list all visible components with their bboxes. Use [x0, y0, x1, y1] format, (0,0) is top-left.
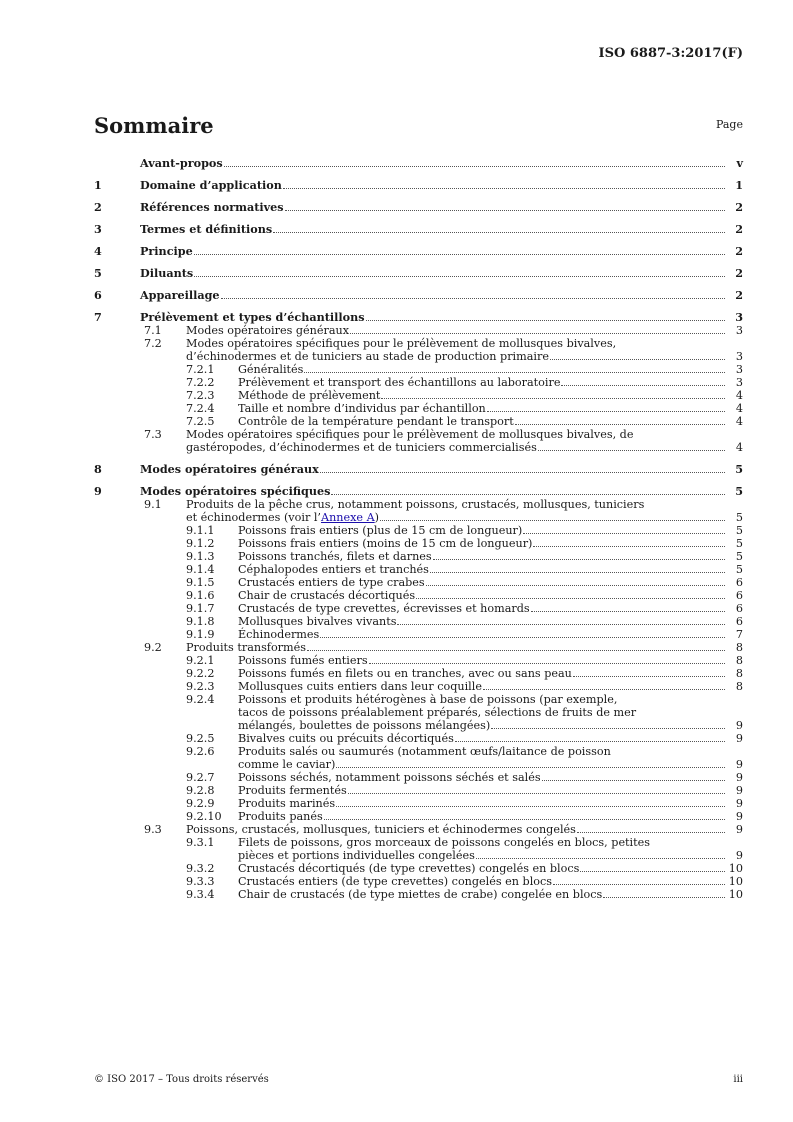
toc-entry-title [238, 376, 725, 389]
toc-entry[interactable] [94, 771, 743, 784]
toc-entry-text: tacos de poissons préalablement préparés, sélections de fruits de mer [238, 706, 637, 719]
toc-entry[interactable] [94, 784, 743, 797]
toc-entry[interactable] [94, 563, 743, 576]
toc-entry-text: Poissons séchés, notamment poissons séchés et salés [238, 771, 541, 784]
toc-page-number: 5 [735, 550, 743, 563]
toc-entry-number: 7.2.2 [186, 376, 215, 389]
toc-entry-number: 7.3 [144, 428, 162, 441]
toc-page-number: 6 [735, 576, 743, 589]
toc-entry-title [238, 680, 725, 693]
dot-leader [224, 157, 725, 167]
toc-entry[interactable] [94, 311, 743, 324]
toc-entry-text: gastéropodes, d’échinodermes et de tuniciers commercialisés [186, 441, 537, 454]
toc-page-number: 5 [735, 537, 743, 550]
toc-entry-text-suffix: ) [374, 511, 380, 524]
dot-leader [603, 888, 725, 898]
toc-entry-number: 9.1.2 [186, 537, 215, 550]
toc-entry-title [140, 289, 725, 302]
toc-page-number: 5 [735, 484, 743, 498]
toc-entry-number: 7.2.1 [186, 363, 215, 376]
toc-page-number: 3 [735, 310, 743, 324]
toc-entry-title [238, 589, 725, 602]
dot-leader [348, 784, 725, 794]
toc-entry-text: Modes opératoires spécifiques pour le prélèvement de mollusques bivalves, de [186, 428, 634, 441]
toc-entry[interactable] [94, 415, 743, 428]
toc-page-number: 7 [735, 628, 743, 641]
toc-entry-text: Produits marinés [238, 797, 336, 810]
toc-entry[interactable] [94, 797, 743, 810]
page-column-label: Page [715, 118, 743, 131]
dot-leader [320, 463, 725, 473]
toc-entry-title [238, 524, 725, 537]
toc-entry-number: 9.2.9 [186, 797, 215, 810]
toc-entry-title [238, 550, 725, 563]
toc-entry[interactable] [94, 267, 743, 280]
toc-entry-text: comme le caviar) [238, 758, 336, 771]
toc-page-number: 2 [735, 222, 743, 236]
dot-leader [533, 537, 725, 547]
toc-entry[interactable] [94, 823, 743, 836]
toc-entry-number: 9.3.4 [186, 888, 215, 901]
toc-entry-text: Crustacés entiers de type crabes [238, 576, 425, 589]
toc-entry-title [238, 706, 725, 719]
dot-leader [381, 389, 725, 399]
toc-entry[interactable] [94, 576, 743, 589]
toc-entry-title [186, 350, 725, 363]
document-ref: ISO 6887-3:2017(F) [598, 46, 743, 61]
toc-page-number: 4 [735, 441, 743, 454]
toc-entry-number: 9.2.4 [186, 693, 215, 706]
toc-page-number: 8 [735, 654, 743, 667]
dot-leader [491, 719, 725, 729]
toc-entry-text: Poissons et produits hétérogènes à base de poissons (par exemple, [238, 693, 618, 706]
toc-entry-text: Produits salés ou saumurés (notamment œufs/laitance de poisson [238, 745, 611, 758]
toc-entry[interactable] [94, 485, 743, 498]
toc-entry-text: et échinodermes (voir l’ [186, 511, 321, 524]
toc-entry-number: 9.1.4 [186, 563, 215, 576]
dot-leader [550, 350, 725, 360]
toc-entry[interactable] [94, 589, 743, 602]
toc-entry-title [238, 602, 725, 615]
dot-leader [433, 550, 725, 560]
toc-entry-text: Céphalopodes entiers et tranchés [238, 563, 429, 576]
dot-leader [194, 245, 725, 255]
dot-leader [320, 628, 725, 638]
toc-entry[interactable] [94, 498, 743, 511]
toc-entry[interactable] [94, 524, 743, 537]
toc-entry[interactable] [94, 350, 743, 363]
toc-entry-number: 4 [94, 244, 102, 258]
toc-entry-title [186, 823, 725, 836]
toc-entry-title [238, 615, 725, 628]
toc-entry-title [238, 415, 725, 428]
toc-page-number: v [736, 156, 743, 170]
toc-entry-text: Produits de la pêche crus, notamment poissons, crustacés, mollusques, tuniciers [186, 498, 645, 511]
toc-entry-text: Produits panés [238, 810, 323, 823]
dot-leader [580, 862, 725, 872]
toc-page-number: 6 [735, 602, 743, 615]
toc-entry-text: Poissons frais entiers (moins de 15 cm de longueur) [238, 537, 533, 550]
toc-page-number: 5 [735, 524, 743, 537]
toc-entry-number: 9.1 [144, 498, 162, 511]
toc-entry-number: 9.2.6 [186, 745, 215, 758]
toc-entry-title [186, 441, 725, 454]
toc-entry-number: 7.2.4 [186, 402, 215, 415]
dot-leader [331, 485, 725, 495]
toc-entry-text: Références normatives [140, 200, 284, 214]
dot-leader [285, 201, 725, 211]
toc-entry-title [186, 641, 725, 654]
toc-entry-number: 9.2.10 [186, 810, 222, 823]
toc-entry-title [238, 784, 725, 797]
toc-entry[interactable] [94, 223, 743, 236]
toc-entry-number: 9.3.2 [186, 862, 215, 875]
toc-entry-number: 7.2.3 [186, 389, 215, 402]
dot-leader [553, 875, 725, 885]
toc-entry-title [186, 428, 725, 441]
footer-page-number: iii [733, 1074, 743, 1085]
dot-leader [538, 441, 725, 451]
dot-leader [194, 267, 725, 277]
dot-leader [426, 576, 725, 586]
toc-entry[interactable] [94, 758, 743, 771]
toc-entry[interactable] [94, 706, 743, 719]
toc-entry-title [140, 267, 725, 280]
toc-entry-title [238, 836, 725, 849]
dot-leader [397, 615, 725, 625]
toc-entry-title [140, 311, 725, 324]
toc-entry[interactable] [94, 179, 743, 192]
toc-entry-text: Poissons tranchés, filets et darnes [238, 550, 432, 563]
toc-entry[interactable] [94, 602, 743, 615]
toc-page-number: 4 [735, 402, 743, 415]
toc-entry-number: 9.2.3 [186, 680, 215, 693]
toc-entry-text: Principe [140, 244, 193, 258]
toc-entry[interactable] [94, 810, 743, 823]
toc-entry[interactable] [94, 615, 743, 628]
toc-entry-number: 9.1.1 [186, 524, 215, 537]
toc-entry[interactable] [94, 719, 743, 732]
toc-entry-number: 9.2.8 [186, 784, 215, 797]
toc-entry-number: 7.2 [144, 337, 162, 350]
toc-page-number: 3 [735, 350, 743, 363]
toc-entry-text: Appareillage [140, 288, 220, 302]
footer-copyright: © ISO 2017 – Tous droits réservés [94, 1074, 269, 1085]
toc-entry-title [238, 810, 725, 823]
table-of-contents [94, 157, 743, 901]
toc-entry-text: Taille et nombre d’individus par échantillon [238, 402, 486, 415]
toc-entry-number: 8 [94, 462, 102, 476]
toc-page-number: 8 [735, 667, 743, 680]
toc-entry-text: Poissons fumés en filets ou en tranches, avec ou sans peau [238, 667, 572, 680]
toc-entry-title [238, 563, 725, 576]
toc-entry-number: 9.3.1 [186, 836, 215, 849]
toc-entry-title [238, 719, 725, 732]
toc-entry[interactable] [94, 875, 743, 888]
dot-leader [483, 680, 725, 690]
toc-entry[interactable] [94, 537, 743, 550]
dot-leader [531, 602, 725, 612]
toc-entry-text: Modes opératoires spécifiques pour le prélèvement de mollusques bivalves, [186, 337, 617, 350]
toc-entry-number: 9.1.6 [186, 589, 215, 602]
toc-page-number: 9 [735, 719, 743, 732]
dot-leader [324, 810, 725, 820]
toc-entry-title [140, 245, 725, 258]
toc-entry-number: 3 [94, 222, 102, 236]
toc-page-number: 2 [735, 244, 743, 258]
toc-page-number: 9 [735, 797, 743, 810]
dot-leader [283, 179, 725, 189]
toc-entry-title [238, 576, 725, 589]
toc-entry-title [238, 667, 725, 680]
dot-leader [573, 667, 725, 677]
dot-leader [350, 324, 725, 334]
toc-entry[interactable] [94, 836, 743, 849]
toc-entry[interactable] [94, 693, 743, 706]
toc-entry[interactable] [94, 289, 743, 302]
dot-leader [561, 376, 725, 386]
toc-entry-number: 9.3.3 [186, 875, 215, 888]
toc-entry-text: Produits fermentés [238, 784, 347, 797]
toc-entry-title [238, 745, 725, 758]
toc-page-number: 9 [735, 823, 743, 836]
toc-entry-text: Avant-propos [140, 156, 223, 170]
toc-entry[interactable] [94, 389, 743, 402]
toc-entry-text: mélangés, boulettes de poissons mélangées) [238, 719, 491, 732]
toc-entry-number: 7.1 [144, 324, 162, 337]
toc-entry[interactable] [94, 680, 743, 693]
toc-page-number: 3 [735, 376, 743, 389]
toc-entry[interactable] [94, 550, 743, 563]
toc-page-number: 5 [735, 511, 743, 524]
toc-entry-title [238, 771, 725, 784]
toc-entry-text: Prélèvement et transport des échantillons au laboratoire [238, 376, 561, 389]
toc-entry-title [238, 628, 725, 641]
toc-page-number: 10 [728, 862, 743, 875]
dot-leader [523, 524, 725, 534]
dot-leader [336, 758, 725, 768]
toc-entry[interactable] [94, 654, 743, 667]
toc-entry-number: 9.1.8 [186, 615, 215, 628]
toc-page-number: 9 [735, 849, 743, 862]
toc-entry[interactable] [94, 745, 743, 758]
toc-page-number: 10 [728, 875, 743, 888]
toc-page-number: 9 [735, 732, 743, 745]
annex-link[interactable]: Annexe A [320, 511, 375, 524]
toc-entry-text: Modes opératoires généraux [186, 324, 350, 337]
dot-leader [307, 641, 725, 651]
toc-entry-number: 5 [94, 266, 102, 280]
toc-entry[interactable] [94, 511, 743, 524]
toc-entry-title [140, 201, 725, 214]
dot-leader [487, 402, 725, 412]
toc-entry-text: Poissons fumés entiers [238, 654, 368, 667]
toc-entry[interactable] [94, 441, 743, 454]
toc-entry-number: 9.1.3 [186, 550, 215, 563]
toc-page-number: 4 [735, 415, 743, 428]
toc-entry-number: 9.3 [144, 823, 162, 836]
dot-leader [273, 223, 725, 233]
toc-entry-number: 9.1.7 [186, 602, 215, 615]
toc-entry-title [238, 797, 725, 810]
toc-entry-text: Poissons, crustacés, mollusques, tuniciers et échinodermes congelés [186, 823, 576, 836]
toc-page-number: 2 [735, 200, 743, 214]
toc-entry-title [140, 463, 725, 476]
toc-entry-text: Échinodermes [238, 628, 320, 641]
toc-entry-text: Modes opératoires généraux [140, 462, 319, 476]
toc-page-number: 5 [735, 462, 743, 476]
toc-entry[interactable] [94, 245, 743, 258]
toc-entry-title [186, 324, 725, 337]
toc-entry-text: Mollusques cuits entiers dans leur coquille [238, 680, 482, 693]
toc-entry-title [238, 875, 725, 888]
dot-leader [416, 589, 725, 599]
toc-page-number: 4 [735, 389, 743, 402]
toc-entry-text: pièces et portions individuelles congelées [238, 849, 475, 862]
toc-entry[interactable] [94, 641, 743, 654]
toc-entry-text: Crustacés de type crevettes, écrevisses et homards [238, 602, 530, 615]
toc-page-number: 3 [735, 363, 743, 376]
toc-entry[interactable] [94, 201, 743, 214]
dot-leader [380, 511, 725, 521]
toc-entry[interactable] [94, 157, 743, 170]
toc-entry-number: 9 [94, 484, 102, 498]
toc-page-number: 8 [735, 641, 743, 654]
toc-entry-number: 7.2.5 [186, 415, 215, 428]
toc-entry-title [238, 888, 725, 901]
toc-entry[interactable] [94, 628, 743, 641]
toc-entry-text: Crustacés décortiqués (de type crevettes) congelés en blocs [238, 862, 580, 875]
toc-entry[interactable] [94, 337, 743, 350]
toc-page-number: 2 [735, 288, 743, 302]
toc-entry-title [238, 537, 725, 550]
toc-entry-text: Contrôle de la température pendant le transport [238, 415, 514, 428]
dot-leader [304, 363, 725, 373]
toc-entry[interactable] [94, 428, 743, 441]
toc-entry-text: Termes et définitions [140, 222, 273, 236]
toc-entry-text: d’échinodermes et de tuniciers au stade de production primaire [186, 350, 549, 363]
toc-page-number: 9 [735, 784, 743, 797]
toc-page-number: 6 [735, 615, 743, 628]
toc-entry-title [140, 179, 725, 192]
toc-entry-text: Produits transformés [186, 641, 307, 654]
toc-entry-text: Chair de crustacés décortiqués [238, 589, 416, 602]
dot-leader [221, 289, 725, 299]
toc-entry-text: Domaine d’application [140, 178, 282, 192]
toc-entry[interactable] [94, 363, 743, 376]
toc-entry[interactable] [94, 667, 743, 680]
toc-entry[interactable] [94, 732, 743, 745]
toc-entry-text: Modes opératoires spécifiques [140, 484, 331, 498]
toc-entry-title [238, 693, 725, 706]
toc-entry-text: Crustacés entiers (de type crevettes) congelés en blocs [238, 875, 553, 888]
toc-entry-text: Chair de crustacés (de type miettes de crabe) congelée en blocs [238, 888, 603, 901]
toc-entry[interactable] [94, 402, 743, 415]
dot-leader [430, 563, 725, 573]
toc-entry-text: Mollusques bivalves vivants [238, 615, 397, 628]
toc-page-number: 1 [735, 178, 743, 192]
toc-entry-number: 7 [94, 310, 102, 324]
dot-leader [366, 311, 725, 321]
dot-leader [577, 823, 725, 833]
toc-entry[interactable] [94, 849, 743, 862]
toc-entry-title [140, 485, 725, 498]
toc-page-number: 9 [735, 810, 743, 823]
toc-entry-text: Prélèvement et types d’échantillons [140, 310, 365, 324]
toc-entry-text: Poissons frais entiers (plus de 15 cm de longueur) [238, 524, 523, 537]
toc-entry-text: Généralités [238, 363, 304, 376]
toc-entry-number: 6 [94, 288, 102, 302]
toc-entry[interactable] [94, 463, 743, 476]
toc-entry-number: 9.1.9 [186, 628, 215, 641]
toc-entry[interactable] [94, 376, 743, 389]
toc-entry-title [186, 511, 725, 524]
toc-entry-title [140, 223, 725, 236]
toc-entry-text: Diluants [140, 266, 194, 280]
toc-entry-text: Méthode de prélèvement [238, 389, 381, 402]
toc-page-number: 5 [735, 563, 743, 576]
toc-page-number: 6 [735, 589, 743, 602]
toc-entry-title [238, 363, 725, 376]
toc-entry-title [186, 498, 725, 511]
toc-entry-number: 9.2.5 [186, 732, 215, 745]
toc-entry-title [238, 862, 725, 875]
toc-entry-number: 9.2.1 [186, 654, 215, 667]
toc-entry-title [140, 157, 725, 170]
toc-entry[interactable] [94, 888, 743, 901]
toc-page-number: 9 [735, 758, 743, 771]
page-title: Sommaire [94, 113, 214, 138]
toc-entry-title [238, 849, 725, 862]
toc-page-number: 9 [735, 771, 743, 784]
toc-page-number: 2 [735, 266, 743, 280]
dot-leader [455, 732, 725, 742]
toc-entry-text: Bivalves cuits ou précuits décortiqués [238, 732, 454, 745]
toc-entry-title [238, 402, 725, 415]
toc-entry-number: 9.2.7 [186, 771, 215, 784]
dot-leader [336, 797, 725, 807]
toc-entry-text: Filets de poissons, gros morceaux de poissons congelés en blocs, petites [238, 836, 650, 849]
toc-page-number: 3 [735, 324, 743, 337]
toc-entry-number: 9.2.2 [186, 667, 215, 680]
toc-entry-title [238, 389, 725, 402]
dot-leader [369, 654, 725, 664]
toc-entry-title [186, 337, 725, 350]
toc-entry-number: 9.2 [144, 641, 162, 654]
toc-page-number: 10 [728, 888, 743, 901]
toc-entry-title [238, 758, 725, 771]
toc-entry-number: 2 [94, 200, 102, 214]
toc-entry-number: 9.1.5 [186, 576, 215, 589]
toc-entry-title [238, 654, 725, 667]
toc-entry[interactable] [94, 324, 743, 337]
toc-entry-number: 1 [94, 178, 102, 192]
dot-leader [542, 771, 725, 781]
dot-leader [476, 849, 725, 859]
dot-leader [515, 415, 725, 425]
toc-entry-title [238, 732, 725, 745]
toc-entry[interactable] [94, 862, 743, 875]
toc-page-number: 8 [735, 680, 743, 693]
